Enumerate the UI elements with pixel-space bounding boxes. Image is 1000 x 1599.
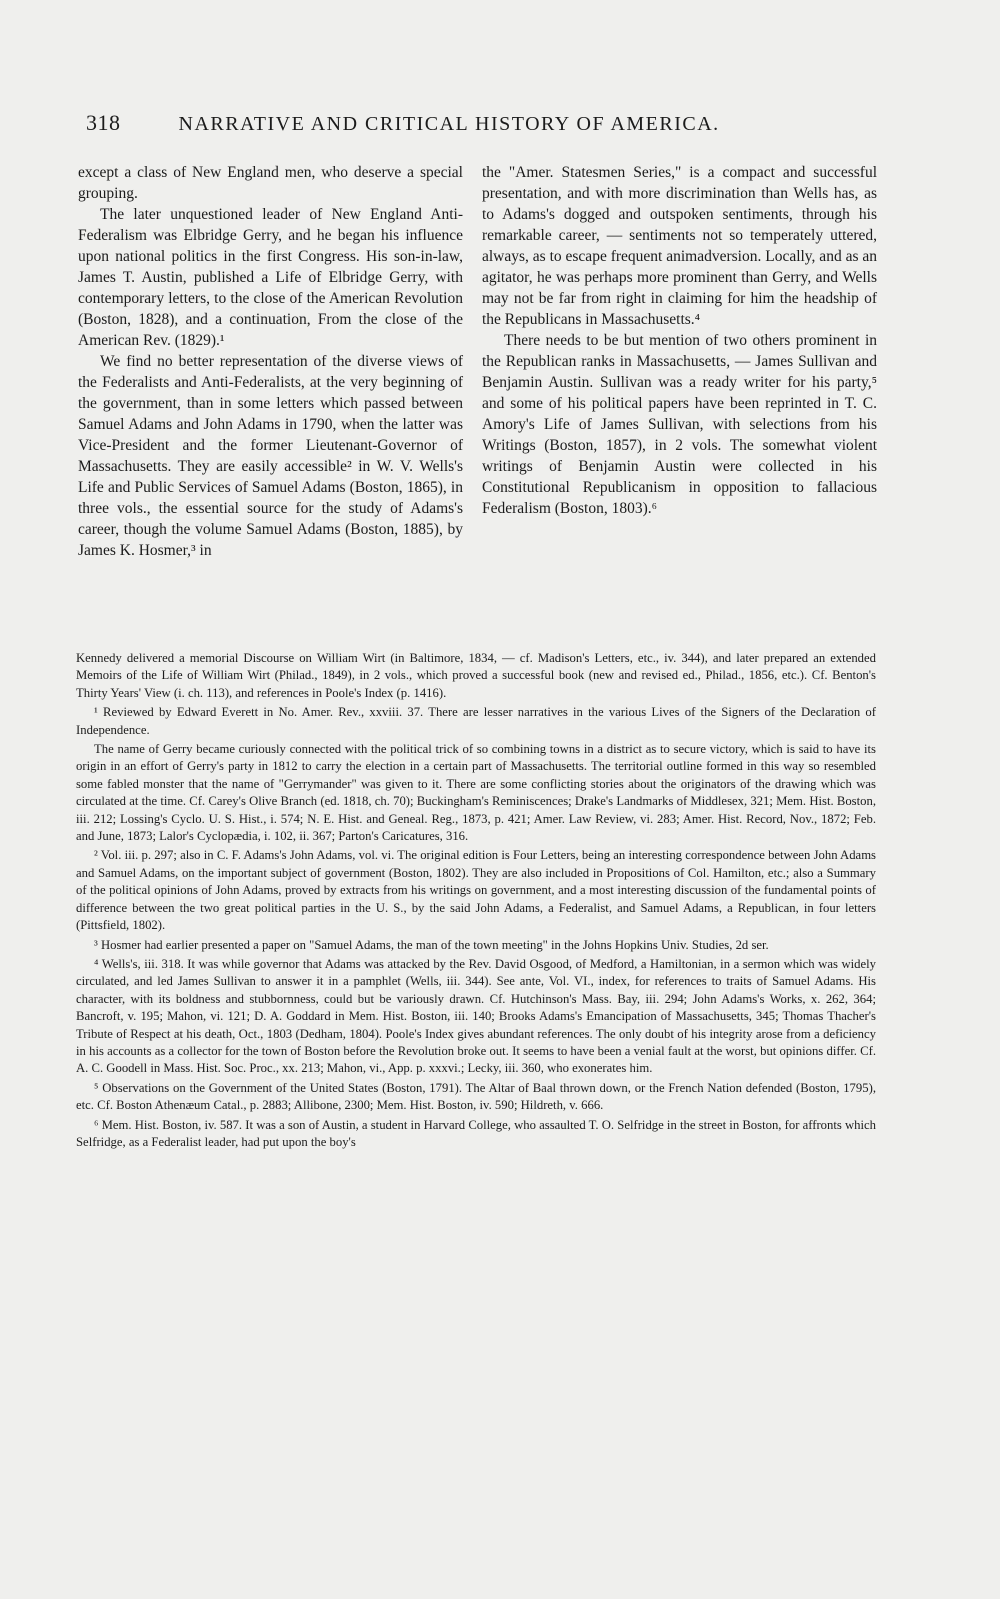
paragraph: the "Amer. Statesmen Series," is a compact and successful presentation, and with more discrimination than Wells has, as to Adams's dogged and outspoken sentiments, through his remarkable career, — sentiments not so temperately uttered, always, as to escape frequent animadversion. Locally, and as an agitator, he was perhaps more prominent than Gerry, and Wells may not be far from right in claiming for him the headship of the Republicans in Massachusetts.⁴ <box>482 164 877 328</box>
footnote: ⁵ Observations on the Government of the United States (Boston, 1791). The Altar of Baal thrown down, or the French Nation defended (Boston, 1795), etc. Cf. Boston Athenæum Catal., p. 2883; Allibone, 2300; Mem. Hist. Boston, iv. 590; Hildreth, v. 666. <box>76 1080 876 1113</box>
paragraph: except a class of New England men, who deserve a special grouping. <box>78 164 463 202</box>
footnote: The name of Gerry became curiously connected with the political trick of so combining towns in a district as to secure victory, which is said to have its origin in an effort of Gerry's party in 1812 to carry the election in a certain part of Massachusetts. The territorial outline formed in this way so resembled some fabled monster that the name of "Gerrymander" was given to it. There are some conflicting stories about the originators of the drawing which was circulated at the time. Cf. Carey's Olive Branch (ed. 1818, ch. 70); Buckingham's Reminiscences; Drake's Landmarks of Middlesex, 321; Mem. Hist. Boston, iii. 212; Lossing's Cyclo. U. S. Hist., i. 574; N. E. Hist. and Geneal. Reg., 1873, p. 421; Amer. Law Review, vi. 283; Amer. Hist. Record, Nov., 1872; Feb. and June, 1873; Lalor's Cyclopædia, i. 102, ii. 367; Parton's Caricatures, 316. <box>76 742 876 844</box>
paragraph: There needs to be but mention of two others prominent in the Republican ranks in Massachusetts, — James Sullivan and Benjamin Austin. Sullivan was a ready writer for his party,⁵ and some of his political papers have been reprinted in T. C. Amory's Life of James Sullivan, with selections from his Writings (Boston, 1857), in 2 vols. The somewhat violent writings of Benjamin Austin were collected in his Constitutional Republicanism in opposition to fallacious Federalism (Boston, 1803).⁶ <box>482 332 877 517</box>
footnote: Kennedy delivered a memorial Discourse on William Wirt (in Baltimore, 1834, — cf. Madison's Letters, etc., iv. 344), and later prepared an extended Memoirs of the Life of William Wirt (Philad., 1849), in 2 vols., which proved a successful book (new and revised ed., Philad., 1856, etc.). Cf. Benton's Thirty Years' View (i. ch. 113), and references in Poole's Index (p. 1416). <box>76 651 876 700</box>
footnote: ² Vol. iii. p. 297; also in C. F. Adams's John Adams, vol. vi. The original edition is Four Letters, being an interesting correspondence between John Adams and Samuel Adams, on the important subject of government (Boston, 1802). They are also included in Propositions of Col. Hamilton, etc.; also a Summary of the political opinions of John Adams, proved by extracts from his writings on government, and a most interesting discussion of the fundamental points of difference between the two great political parties in the U. S., by the said John Adams, a Federalist, and Samuel Adams, a Republican, in four letters (Pittsfield, 1802). <box>76 848 876 933</box>
footnote: ¹ Reviewed by Edward Everett in No. Amer. Rev., xxviii. 37. There are lesser narratives in the various Lives of the Signers of the Declaration of Independence. <box>76 705 876 737</box>
footnote: ⁴ Wells's, iii. 318. It was while governor that Adams was attacked by the Rev. David Osgood, of Medford, a Hamiltonian, in a sermon which was widely circulated, and led James Sullivan to answer it in a pamphlet (Wells, iii. 344). See ante, Vol. VI., index, for references to traits of Samuel Adams. His character, with its boldness and stubbornness, could but be variously drawn. Cf. Hutchinson's Mass. Bay, iii. 294; John Adams's Works, x. 262, 364; Bancroft, v. 195; Mahon, vi. 121; D. A. Goddard in Mem. Hist. Boston, iii. 140; Brooks Adams's Emancipation of Massachusetts, 345; Thomas Thacher's Tribute of Respect at his death, Oct., 1803 (Dedham, 1804). Poole's Index gives abundant references. The only doubt of his integrity arose from a deficiency in his accounts as a collector for the town of Boston before the Revolution broke out. It seems to have been a venial fault at the worst, but opinions differ. Cf. A. C. Goodell in Mass. Hist. Soc. Proc., xx. 213; Mahon, vi., App. p. xxxvi.; Lecky, iii. 360, who exonerates him. <box>76 956 876 1076</box>
footnotes <box>76 650 876 1153</box>
page-header <box>86 110 806 136</box>
page-number: 318 <box>86 110 121 135</box>
paragraph: The later unquestioned leader of New England Anti-Federalism was Elbridge Gerry, and he began his influence upon national politics in the first Congress. His son-in-law, James T. Austin, published a Life of Elbridge Gerry, with contemporary letters, to the close of the American Revolution (Boston, 1828), and a continuation, From the close of the American Rev. (1829).¹ <box>78 206 463 349</box>
right-column <box>482 162 877 519</box>
footnote: ³ Hosmer had earlier presented a paper on "Samuel Adams, the man of the town meeting" in the Johns Hopkins Univ. Studies, 2d ser. <box>94 937 769 952</box>
running-head: NARRATIVE AND CRITICAL HISTORY OF AMERICA. <box>178 113 720 135</box>
paragraph: We find no better representation of the diverse views of the Federalists and Anti-Federalists, at the very beginning of the government, than in some letters which passed between Samuel Adams and John Adams in 1790, when the latter was Vice-President and the former Lieutenant-Governor of Massachusetts. They are easily accessible² in W. V. Wells's Life and Public Services of Samuel Adams (Boston, 1865), in three vols., the essential source for the study of Adams's career, though the volume Samuel Adams (Boston, 1885), by James K. Hosmer,³ in <box>78 353 463 559</box>
footnote: ⁶ Mem. Hist. Boston, iv. 587. It was a son of Austin, a student in Harvard College, who assaulted T. O. Selfridge in the street in Boston, for affronts which Selfridge, as a Federalist leader, had put upon the boy's <box>76 1117 877 1149</box>
left-column <box>78 162 463 561</box>
